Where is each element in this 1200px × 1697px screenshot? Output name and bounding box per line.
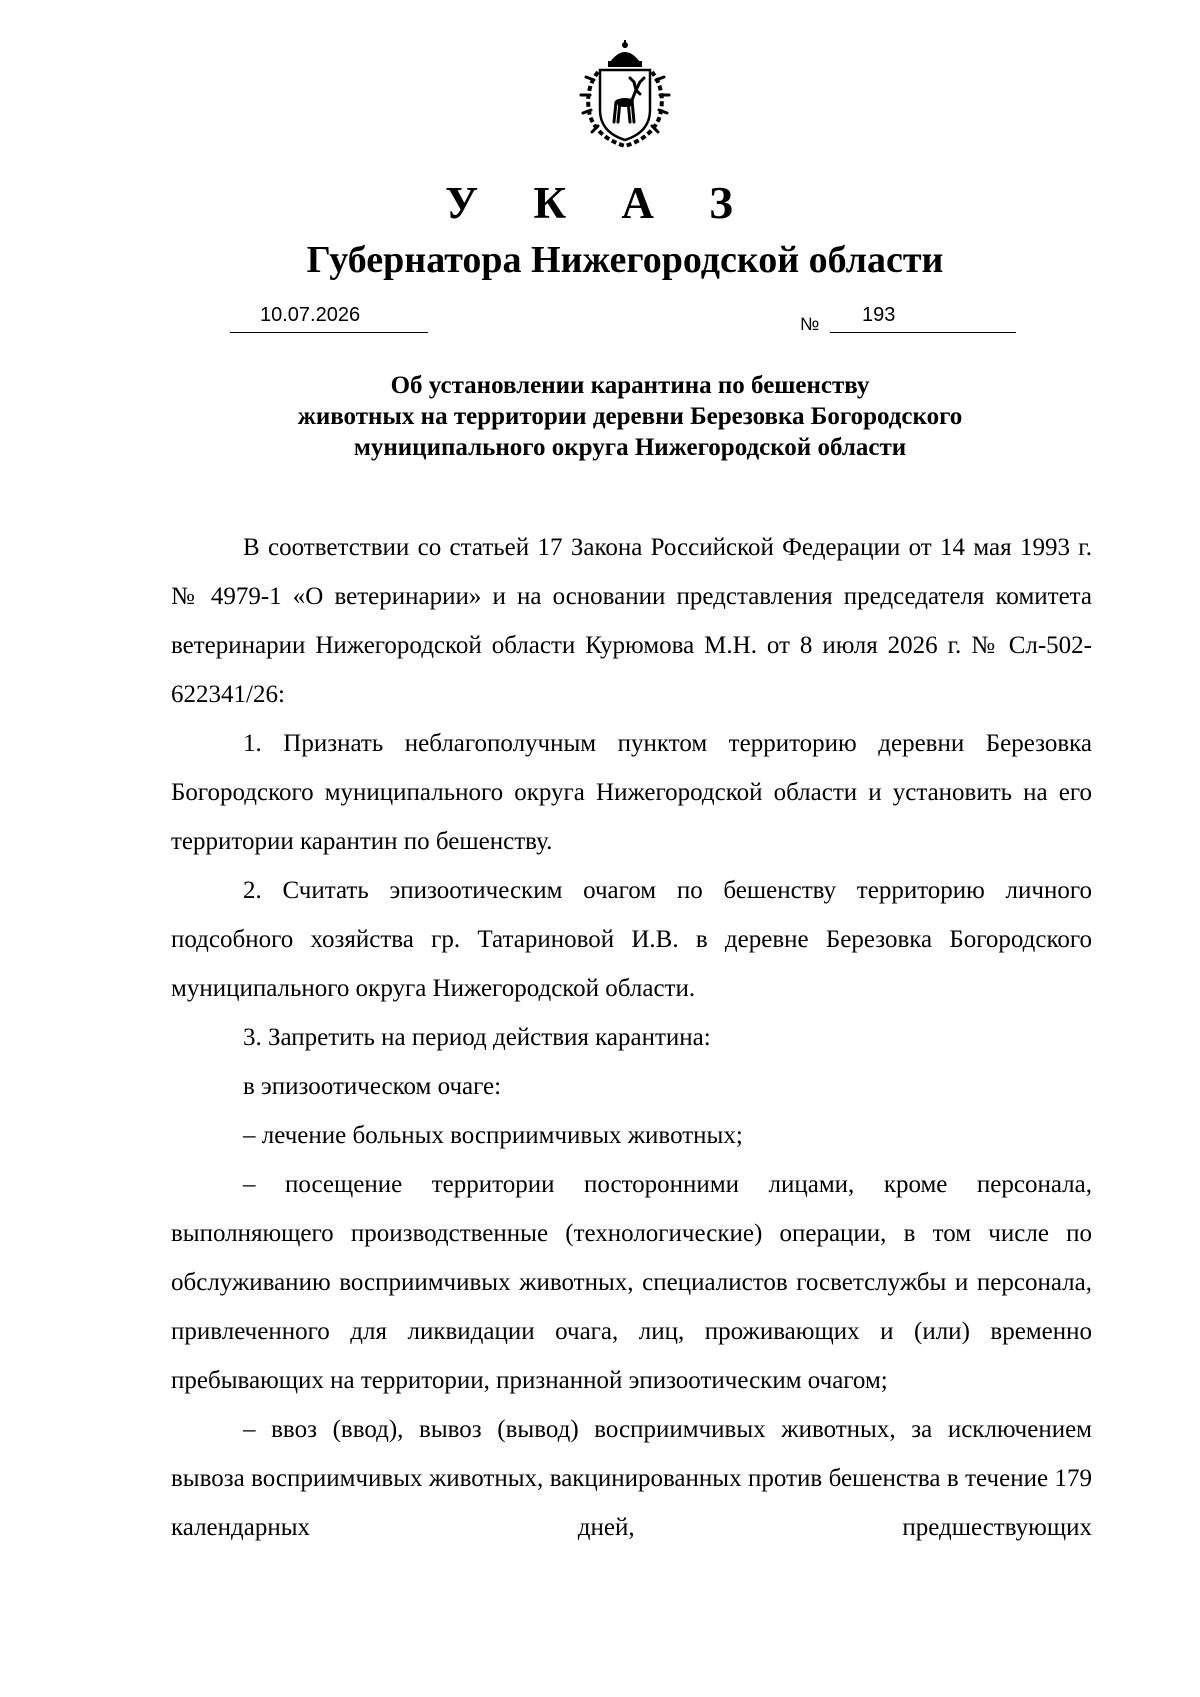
paragraph-focus-heading: в эпизоотическом очаге: (243, 1073, 502, 1100)
paragraph-preamble: В соответствии со статьей 17 Закона Российской Федерации от 14 мая 1993 г. № 4979-1 «О ветеринарии» и на основании представления председателя комитета ветеринарии Нижегородской области Курюмова М.Н. от 8 июля 2026 г. № Сл-502-622341/26: (171, 534, 1092, 708)
decree-number: 193 (862, 304, 896, 326)
issuing-authority: Губернатора Нижегородской области (306, 239, 944, 281)
decree-date-field (230, 300, 428, 333)
paragraph-item-2: 2. Считать эпизоотическим очагом по бешенству территорию личного подсобного хозяйства гр. Татариновой И.В. в деревне Березовка Богородского муниципального округа Нижегородской области. (171, 877, 1092, 1002)
paragraph-ban-visits: – посещение территории посторонними лицами, кроме персонала, выполняющего производственные (технологические) операции, в том числе по обслуживанию восприимчивых животных, специалистов госветслужбы и персонала, привлеченного для ликвидации очага, лиц, проживающих и (или) временно пребывающих на территории, признанной эпизоотическим очагом; (171, 1171, 1092, 1394)
coat-of-arms-icon (570, 40, 680, 150)
paragraph-item-3: 3. Запретить на период действия карантина: (243, 1024, 711, 1051)
subject-line: муниципального округа Нижегородской области (353, 434, 907, 461)
decree-subject (0, 370, 1200, 463)
paragraph-ban-treatment: – лечение больных восприимчивых животных; (243, 1122, 743, 1149)
decree-number-field (830, 300, 1016, 333)
paragraph-ban-transport: – ввоз (ввод), вывоз (вывод) восприимчивых животных, за исключением вывоза восприимчивых животных, вакцинированных против бешенства в течение 179 календарных дней, предшествующих (171, 1416, 1092, 1541)
decree-title: У К А З (445, 178, 755, 228)
decree-date: 10.07.2026 (260, 304, 361, 326)
decree-body (171, 523, 1092, 1552)
number-label: № (800, 314, 820, 334)
paragraph-item-1: 1. Признать неблагополучным пунктом территорию деревни Березовка Богородского муниципального округа Нижегородской области и установить на его территории карантин по бешенству. (171, 730, 1092, 855)
subject-line: животных на территории деревни Березовка Богородского (297, 403, 963, 430)
subject-line: Об установлении карантина по бешенству (390, 372, 870, 399)
